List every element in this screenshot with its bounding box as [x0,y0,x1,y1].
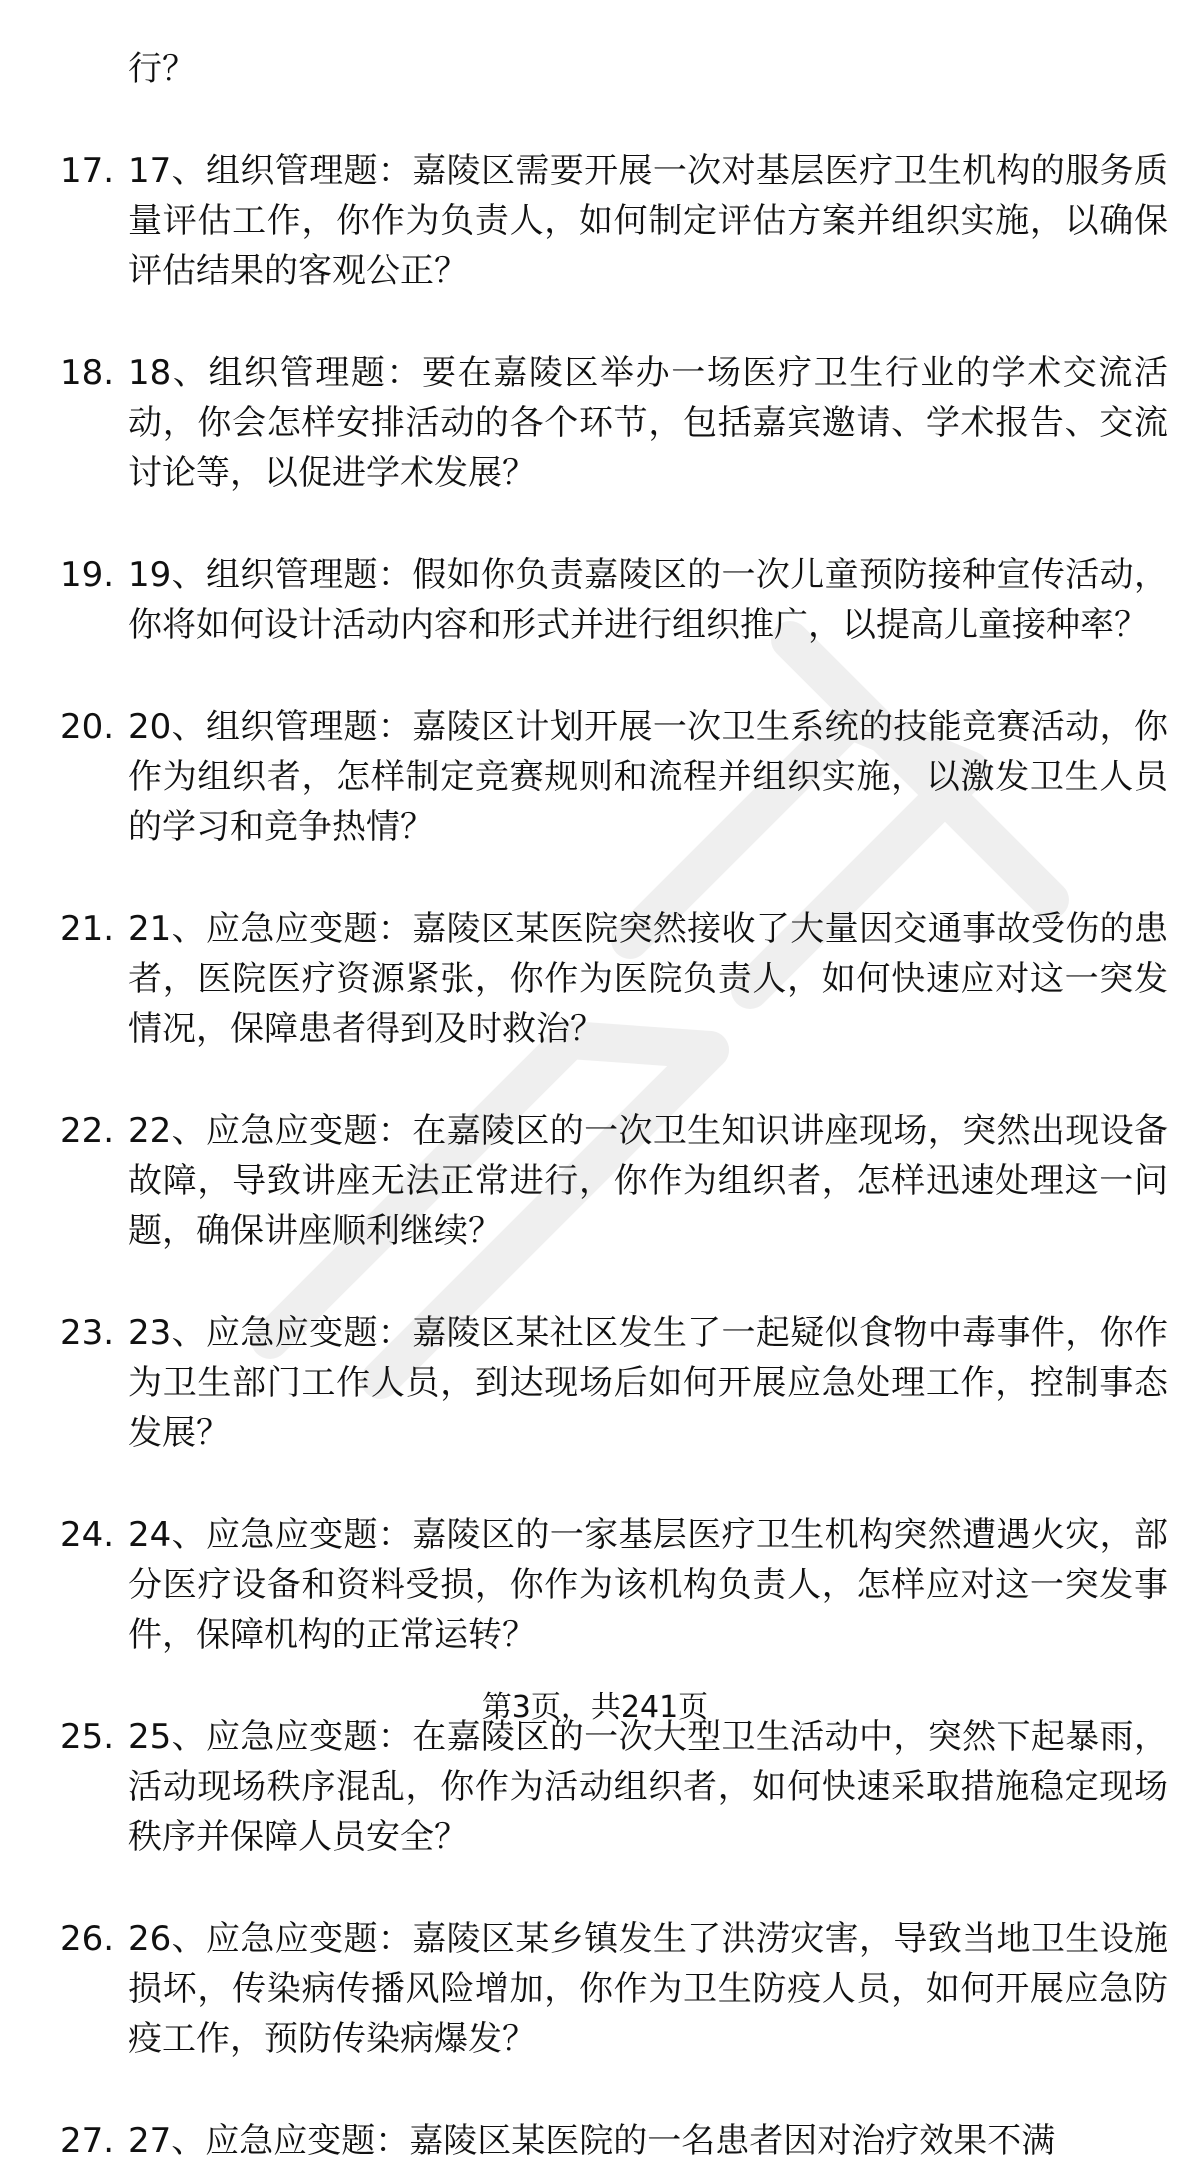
question-text: 21、应急应变题：嘉陵区某医院突然接收了大量因交通事故受伤的患者，医院医疗资源紧张，你作为医院负责人，如何快速应对这一突发情况，保障患者得到及时救治？ [128,909,1168,1049]
question-item [0,1510,1168,1660]
page-footer: 第3页，共241页 [481,1690,709,1725]
question-number: 20. [60,707,115,747]
question-item [0,702,1168,852]
question-number: 27. [60,2121,115,2161]
question-number: 23. [60,1313,115,1353]
question-number: 25. [60,1717,115,1757]
question-text: 23、应急应变题：嘉陵区某社区发生了一起疑似食物中毒事件，你作为卫生部门工作人员，到达现场后如何开展应急处理工作，控制事态发展？ [128,1313,1168,1453]
question-number: 21. [60,909,115,949]
question-text: 17、组织管理题：嘉陵区需要开展一次对基层医疗卫生机构的服务质量评估工作，你作为负责人，如何制定评估方案并组织实施，以确保评估结果的客观公正？ [128,151,1168,291]
question-item [0,1308,1168,1458]
question-text: 24、应急应变题：嘉陵区的一家基层医疗卫生机构突然遭遇火灾，部分医疗设备和资料受损，你作为该机构负责人，怎样应对这一突发事件，保障机构的正常运转？ [128,1515,1168,1655]
question-number: 17. [60,151,115,191]
question-text: 18、组织管理题：要在嘉陵区举办一场医疗卫生行业的学术交流活动，你会怎样安排活动的各个环节，包括嘉宾邀请、学术报告、交流讨论等，以促进学术发展？ [128,353,1168,493]
question-number: 24. [60,1515,115,1555]
question-text: 19、组织管理题：假如你负责嘉陵区的一次儿童预防接种宣传活动，你将如何设计活动内容和形式并进行组织推广，以提高儿童接种率？ [128,555,1168,645]
question-text: 22、应急应变题：在嘉陵区的一次卫生知识讲座现场，突然出现设备故障，导致讲座无法正常进行，你作为组织者，怎样迅速处理这一问题，确保讲座顺利继续？ [128,1111,1168,1251]
question-item [0,146,1168,296]
question-text: 25、应急应变题：在嘉陵区的一次大型卫生活动中，突然下起暴雨，活动现场秩序混乱，你作为活动组织者，如何快速采取措施稳定现场秩序并保障人员安全？ [128,1717,1168,1857]
continuation-text: 行？ [128,49,196,89]
document-body [0,44,1190,2166]
question-item [0,904,1168,1054]
question-text: 26、应急应变题：嘉陵区某乡镇发生了洪涝灾害，导致当地卫生设施损坏，传染病传播风险增加，你作为卫生防疫人员，如何开展应急防疫工作，预防传染病爆发？ [128,1919,1168,2059]
question-item [0,1712,1168,1862]
question-number: 26. [60,1919,115,1959]
question-number: 22. [60,1111,115,1151]
question-number: 18. [60,353,115,393]
question-list [0,146,1190,2166]
question-number: 19. [60,555,115,595]
question-text: 27、应急应变题：嘉陵区某医院的一名患者因对治疗效果不满 [128,2121,1056,2161]
question-item [0,348,1168,498]
question-item [0,1106,1168,1256]
question-item [0,2116,1168,2166]
question-text: 20、组织管理题：嘉陵区计划开展一次卫生系统的技能竞赛活动，你作为组织者，怎样制定竞赛规则和流程并组织实施，以激发卫生人员的学习和竞争热情？ [128,707,1168,847]
question-item [0,550,1168,650]
question-item [0,1914,1168,2064]
